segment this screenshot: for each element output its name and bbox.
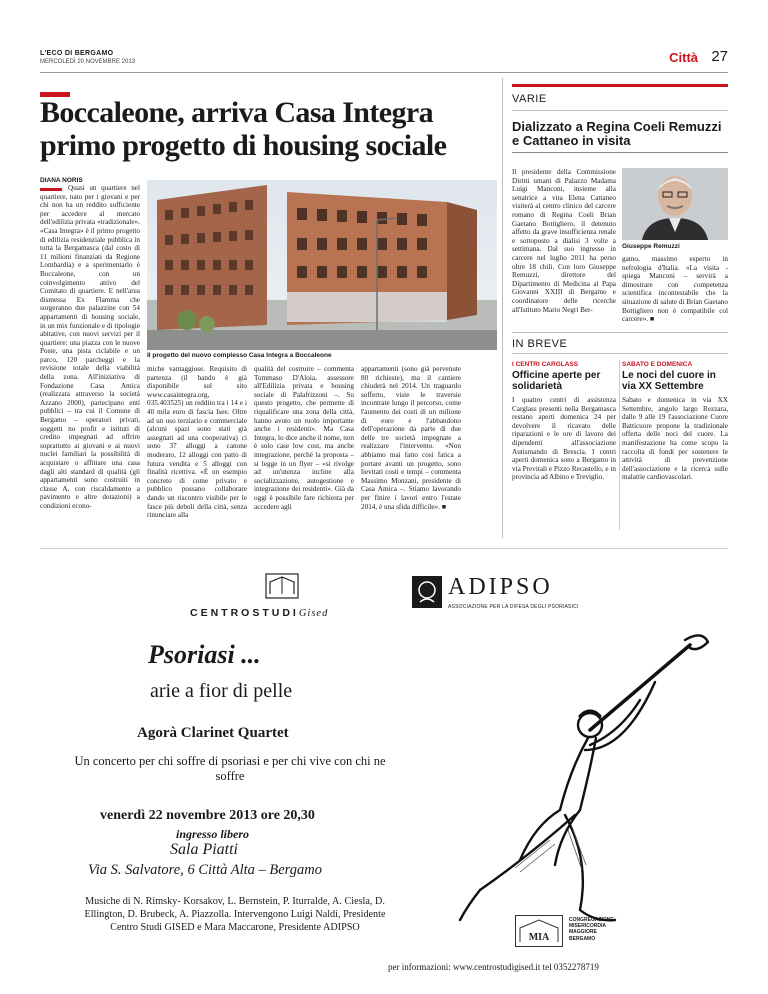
in-breve-rule (512, 353, 728, 354)
article-column-2: miche vantaggiose. Requisito di partenza (il bando è già disponibile sul sito www.casaintegra.org, 035.403525) un reddito tra i 14 e i 40 mila euro di fascia Isee. Oltre ad un uso terziario e commerciale (alcuni spazi sono stati già assegnati ad una cooperativa) ci sono 37 alloggi a canone moderato, 12 alloggi con patto di futura vendita e 5 alloggi con finalità ricettiva. «È un esempio concreto di come privato e pubblico possano collaborare dando un riscontro visibile per le fasce più deboli della città, senza rinunciare alla (147, 365, 247, 520)
varie-column-2: gamo, massimo esperto in nefrologia d'Italia. «La visita - spiega Manconi – servirà a dimostrare con competenza scientifica incontestabile che la situazione di salute di Brian Gaetano Bottigliero non è compatibile col carcere». ■ (622, 255, 728, 324)
mia-text-line-4: BERGAMO (569, 935, 596, 942)
portrait-photo (622, 168, 728, 240)
byline: DIANA NORIS (40, 177, 83, 184)
portrait-illustration (622, 168, 728, 240)
masthead-name: L'ECO DI BERGAMO (40, 50, 114, 57)
in-breve-title: IN BREVE (512, 338, 568, 350)
varie-rule (512, 110, 728, 111)
varie-section-title: VARIE (512, 93, 547, 105)
brief-2-kicker: SABATO E DOMENICA (622, 361, 693, 368)
mia-text-line-3: MAGGIORE (569, 929, 597, 936)
advert-entry: ingresso libero (176, 827, 250, 841)
advert-concert-description: Un concerto per chi soffre di psoriasi e per chi vive con chi ne soffre (74, 754, 386, 783)
varie-headline-rule (512, 152, 728, 153)
mia-logo-text: MIA (528, 932, 550, 943)
advert-program: Musiche di N. Rimsky- Korsakov, L. Bernstein, P. Iturralde, A. Ciesla, D. Ellington, D. Brubeck, A. Piazzolla. Intervengono Luigi Naldi, Presidente Centro Studi GISED e Mara Maccarone, Presidente ADIPSO (84, 896, 386, 934)
main-headline: Boccaleone, arriva Casa Integra primo progetto di housing sociale (40, 96, 447, 162)
adipso-name: ADIPSO (448, 574, 553, 600)
article-column-1: Quasi un quartiere nel quartiere, nato per i giovani e per chi non ha un reddito sufficiente per accedere al mercato dell'edilizia privata «tradizionale». «Casa Integra» è il primo progetto di edilizia residenziale pubblica in tutta la Bergamasca (dal costo di 11 milioni finanziati da Regione Lombardia) e a sperimentarlo è Boccaleone, con un coinvolgimento attivo del Comitato di quartiere. E nell'area dismessa Ex Flamma che sorgeranno due palazzine con 54 appartamenti di housing sociale, in un mix funzionale e di tipologie abitative, con nuovi servizi per il quartiere: una piazza con le nuove Poste, una pista ciclabile e un parco, 120 parcheggi e la revisione totale della viabilità della zona. All'iniziativa di Fondazione Casa Amica (realizzata attraverso la società Azzano 2000), partecipano enti pubblici – tra cui il Comune di Bergamo – operatori privati, soggetti no profit e istituti di credito impegnati ad offrire soprattutto ai giovani e ai nuovi nuclei familiari la possibilità di acquistare o affittare una casa dagli alti standard di qualità (gli appartamenti sono costruiti in classe A, con riscaldamento a pavimento e altre dotazioni) a condizioni econo- (40, 184, 140, 510)
brief-1-body: I quattro centri di assistenza Carglass presenti nella Bergamasca restano aperti domenica 24 per devolvere il ricavato delle riparazioni e le ore di lavoro dei dipendenti all'associazione Autismando di Brescia. I centri aperti domenica sono a Bergamo in via Previtali e Pizzo Recastello, e in provincia ad Albino e Treviglio. (512, 396, 616, 482)
centro-studi-main: CENTROSTUDI (190, 607, 299, 619)
varie-accent-bar (512, 84, 728, 87)
varie-column-1: Il presidente della Commissione Diritti umani di Palazzo Madama Luigi Manconi, insieme alla senatrice a vita Elena Cattaneo visiterà al centro clinico del carcere romano di Regina Coeli Brian Gaetano Bottigliero, il detenuto affetto da grave insufficienza renale e sottoposto a dialisi 3 volte a settimana. Dal suo ingresso in carcere nel luglio 2011 ha perso oltre 18 chili. Con loro Giuseppe Remuzzi, direttore del Dipartimento di Medicina al Papa Giovanni XXIII di Bergamo e coordinatore delle ricerche all'Istituto Mario Negri Ber- (512, 168, 616, 314)
mia-logo-icon (516, 916, 562, 946)
adipso-subtitle: ASSOCIAZIONE PER LA DIFESA DEGLI PSORIASICI (448, 604, 579, 610)
masthead-date: MERCOLEDÌ 20 NOVEMBRE 2013 (40, 59, 136, 65)
building-photo (147, 180, 497, 350)
clarinet-player-illustration (440, 620, 715, 940)
advert-top-rule (40, 548, 728, 549)
brief-2-body: Sabato e domenica in via XX Settembre, angolo largo Rezzara, dalle 9 alle 19 l'associazione Cuore Batticuore propone la tradizionale offerta delle noci del cuore. La manifestazione ha come scopo la raccolta di fondi per sostenere le attività di prevenzione dell'associazione e la ricerca sulle malattie cardiovascolari. (622, 396, 728, 482)
article-column-4: appartamenti (sono già pervenute 80 richieste), ma il cantiere chiuderà nel 2014. Un traguardo sofferto, viste le traversie incontrate lungo il percorso, come l'aumento dei costi di un milione di euro e l'abbandono dell'operazione da parte di due delle tre società impegnate a realizzare l'intervento. «Non abbiamo mai fatto così fatica a portare avanti un progetto, sono lievitati costi e tempi – commenta Massimo Monzani, presidente di Casa Amica –. Stiamo lavorando per finire i lavori entro l'estate 2014, è una sfida difficile». ■ (361, 365, 461, 511)
mia-text-line-1: CONGREGAZIONE (569, 917, 614, 923)
top-rule (40, 72, 728, 73)
mia-text (569, 917, 649, 942)
portrait-caption: Giuseppe Remuzzi (622, 243, 680, 250)
advert-info: per informazioni: www.centrostudigised.it tel 0352278719 (388, 962, 599, 972)
advert-address: Via S. Salvatore, 6 Città Alta – Bergamo (88, 862, 322, 878)
brief-divider (619, 360, 620, 530)
centro-studi-suffix: Gised (298, 608, 329, 619)
building-illustration (147, 180, 497, 350)
brief-1-kicker: I CENTRI CARGLASS (512, 361, 579, 368)
advert-hall: Sala Piatti (170, 841, 238, 858)
varie-headline: Dializzato a Regina Coeli Remuzzi e Cattaneo in visita (512, 119, 722, 148)
centro-studi-logo-icon (265, 573, 299, 599)
article-column-3: qualità del costruire – commenta Tommaso D'Aloia, assessore all'Edilizia privata e housing sociale di Palafrizzoni –. Su questo progetto, che permette di riqualificare una zona della città, hanno avuto un ruolo importante anche i residenti». Ma Casa Integra, lo dice anche il nome, non è solo case low cost, ma anche integrazione, perché la proposta – si legge in un flyer – «si rivolge ad un'utenza incline alla socializzazione, autogestione e integrazione dei residenti». Già da oggi è possibile fare richiesta per accedere agli (254, 365, 354, 511)
in-breve-top-rule (512, 332, 728, 333)
brief-1-headline: Officine aperte per solidarietà (512, 370, 601, 392)
mia-logo (515, 915, 563, 947)
mia-text-line-2: MISERICORDIA (569, 923, 606, 930)
advert-subtitle: arie a fior di pelle (150, 680, 293, 702)
photo-caption: Il progetto del nuovo complesso Casa Integra a Boccaleone (147, 352, 332, 359)
page-number: 27 (711, 48, 728, 65)
brief-2-headline: Le noci del cuore in via XX Settembre (622, 370, 716, 392)
adipso-logo-icon (412, 576, 442, 608)
section-name: Città (669, 50, 698, 65)
advert-quartet: Agorà Clarinet Quartet (137, 725, 289, 741)
advert-title: Psoriasi ... (148, 640, 261, 669)
centro-studi-name (190, 607, 328, 619)
advert-date: venerdì 22 novembre 2013 ore 20,30 (100, 808, 315, 823)
column-divider (502, 78, 503, 538)
